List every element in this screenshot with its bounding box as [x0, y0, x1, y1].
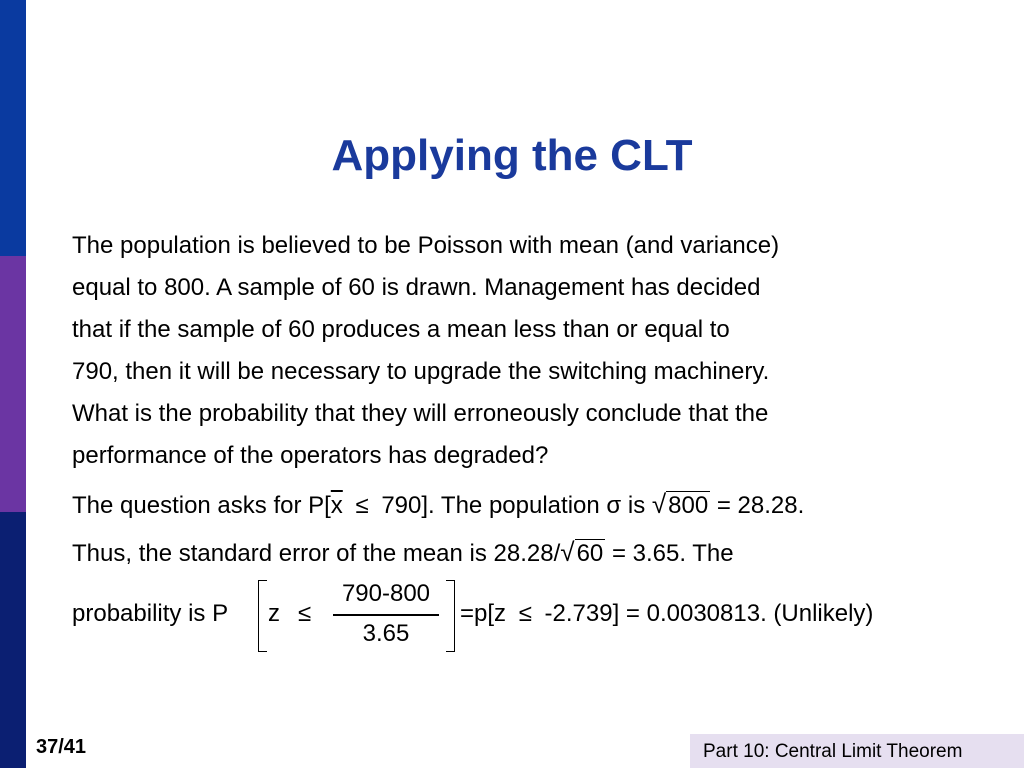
left-bracket: [258, 580, 267, 652]
result-end: -2.739] = 0.0030813. (Unlikely): [544, 600, 874, 627]
sqrt-radicand: 800: [668, 492, 709, 519]
probability-result: [460, 599, 873, 629]
equals-symbol: =: [460, 600, 475, 627]
leq-symbol: ≤: [355, 492, 369, 519]
x-bar-symbol: $\overline{x}$: [330, 492, 343, 519]
sqrt-symbol: √: [560, 537, 575, 567]
question-suffix: = 28.28.: [716, 492, 805, 519]
side-bar-middle: [0, 256, 26, 512]
leq-symbol: ≤: [298, 600, 312, 627]
se-suffix: = 3.65. The: [611, 540, 734, 567]
question-middle: 790]. The population σ is: [381, 492, 646, 519]
sqrt-800: [652, 489, 710, 521]
fraction-denominator: 3.65: [362, 620, 410, 647]
paragraph-line-1: The population is believed to be Poisson with mean (and variance): [72, 232, 780, 259]
paragraph-line-5: What is the probability that they will erroneously conclude that the: [72, 400, 769, 427]
fraction-bar: [333, 614, 439, 616]
paragraph-line-2: equal to 800. A sample of 60 is drawn. Management has decided: [72, 274, 761, 301]
footer-section-label: Part 10: Central Limit Theorem: [703, 741, 963, 762]
se-prefix: Thus, the standard error of the mean is 28.28/: [72, 540, 561, 567]
leq-symbol: ≤: [518, 600, 532, 627]
side-bar-top: [0, 0, 26, 256]
result-start: p[z: [474, 600, 507, 627]
sqrt-radicand: 60: [576, 540, 604, 567]
question-prefix: The question asks for P[: [72, 492, 331, 519]
sqrt-60: [560, 537, 605, 569]
standard-error-line: [72, 537, 734, 569]
probability-prefix: probability is P: [72, 600, 229, 627]
side-bar-bottom: [0, 512, 26, 768]
fraction-numerator: 790-800: [341, 580, 431, 607]
page-number: 37/41: [36, 736, 87, 758]
sqrt-symbol: √: [651, 489, 667, 519]
right-bracket: [446, 580, 455, 652]
paragraph-line-3: that if the sample of 60 produces a mean less than or equal to: [72, 316, 730, 343]
paragraph-line-6: performance of the operators has degraded?: [72, 442, 549, 469]
slide-title: Applying the CLT: [331, 131, 693, 180]
question-line: [72, 489, 804, 521]
paragraph-line-4: 790, then it will be necessary to upgrade the switching machinery.: [72, 358, 770, 385]
z-variable: z: [268, 600, 280, 627]
